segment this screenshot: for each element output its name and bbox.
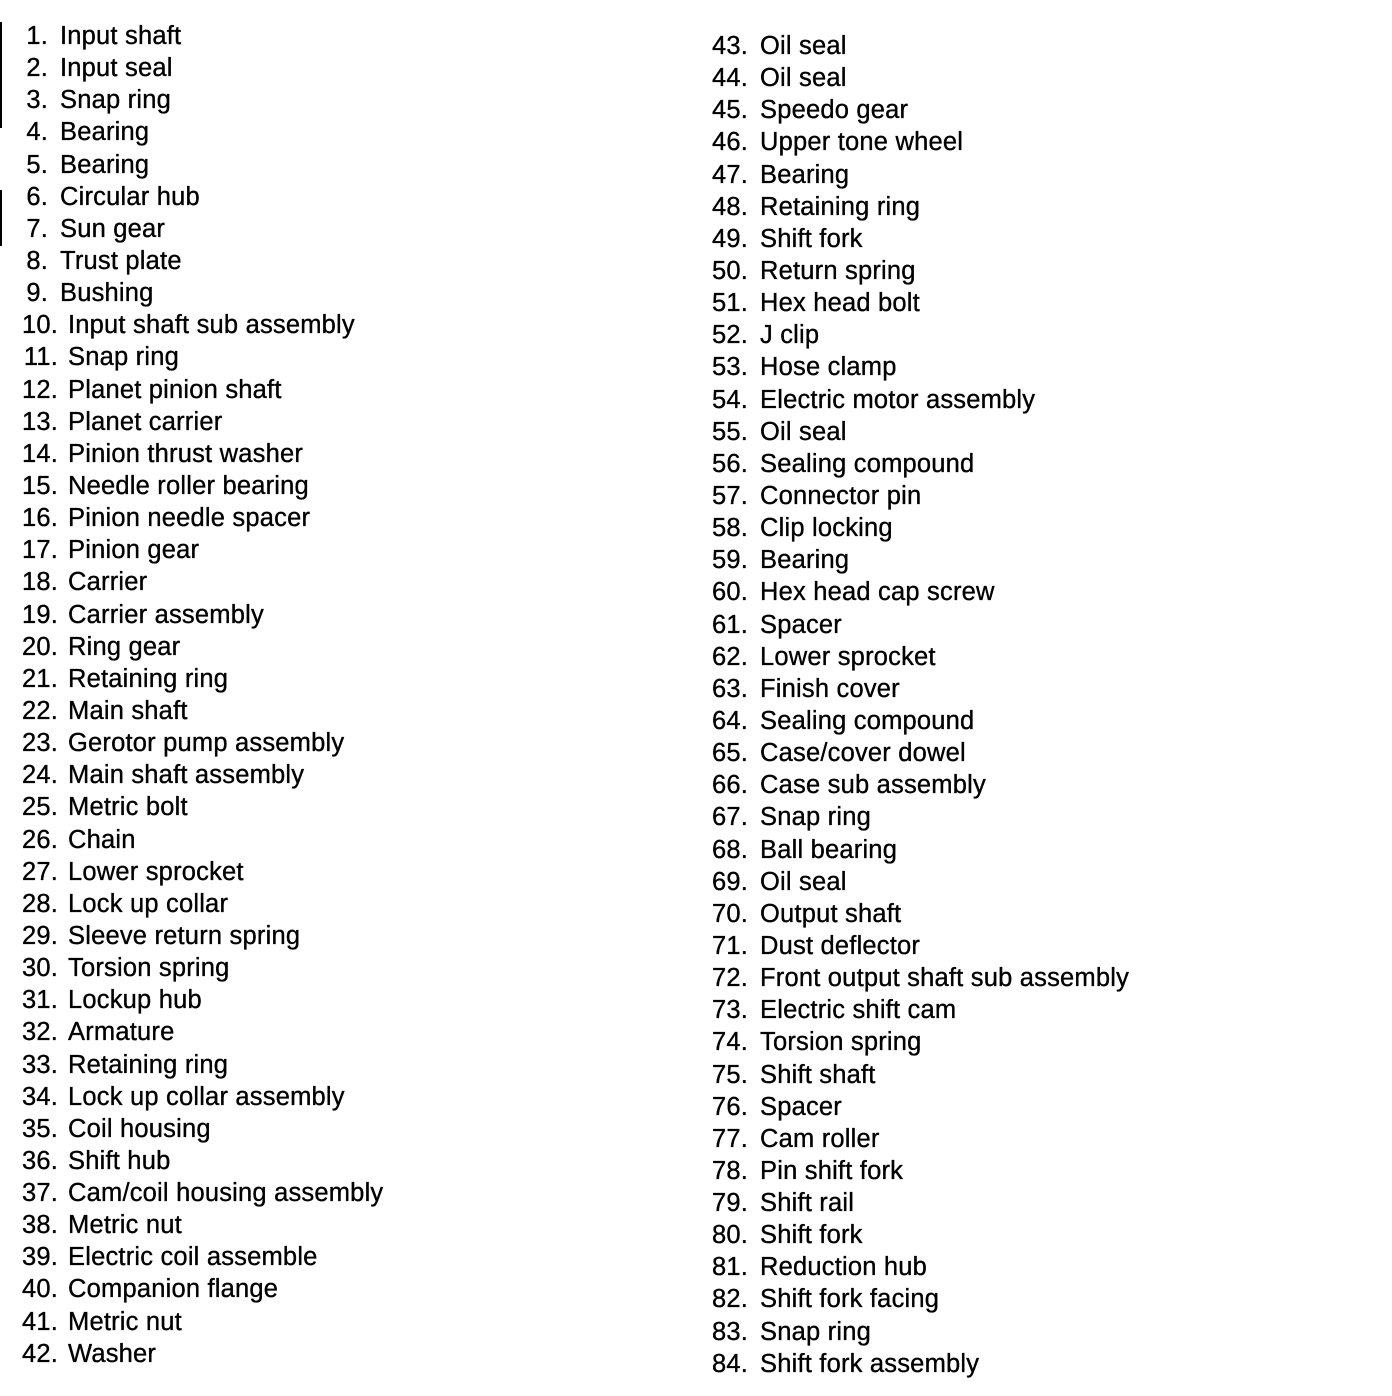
item-number: 76. <box>711 1092 748 1121</box>
item-number: 6. <box>26 182 48 211</box>
item-name: Main shaft assembly <box>68 761 305 790</box>
item-number: 5. <box>26 150 48 179</box>
item-number: 69. <box>711 867 748 896</box>
item-name: Retaining ring <box>760 192 921 221</box>
item-number: 70. <box>711 899 748 928</box>
item-number: 47. <box>711 160 748 189</box>
item-name: Planet carrier <box>68 407 223 436</box>
item-name: Washer <box>68 1339 157 1368</box>
list-item <box>704 255 1129 287</box>
list-item <box>704 1059 1129 1091</box>
item-number: 26. <box>21 825 58 854</box>
item-name: Front output shaft sub assembly <box>760 964 1130 993</box>
list-item <box>704 1026 1129 1058</box>
list-item <box>704 1251 1129 1283</box>
item-number: 66. <box>711 771 748 800</box>
item-name: Bearing <box>760 160 850 189</box>
item-name: Speedo gear <box>760 96 909 125</box>
item-name: Return spring <box>760 256 916 285</box>
list-item <box>704 930 1129 962</box>
item-number: 78. <box>711 1156 748 1185</box>
list-item <box>14 1113 383 1145</box>
item-number: 19. <box>21 600 58 629</box>
item-name: Case sub assembly <box>760 771 986 800</box>
item-number: 46. <box>711 128 748 157</box>
item-name: Lockup hub <box>68 986 202 1015</box>
item-number: 60. <box>711 578 748 607</box>
item-name: Ring gear <box>68 632 181 661</box>
list-item <box>14 406 383 438</box>
item-number: 57. <box>711 481 748 510</box>
item-number: 1. <box>26 22 48 50</box>
item-number: 28. <box>21 889 58 918</box>
item-number: 12. <box>21 375 58 404</box>
list-item <box>14 1338 383 1370</box>
list-item <box>704 898 1129 930</box>
item-number: 36. <box>21 1146 58 1175</box>
item-name: J clip <box>760 321 820 350</box>
item-number: 18. <box>21 568 58 597</box>
item-number: 39. <box>21 1243 58 1272</box>
list-item <box>704 866 1129 898</box>
item-name: Retaining ring <box>68 664 229 693</box>
list-item <box>704 609 1129 641</box>
item-name: Companion flange <box>68 1275 279 1304</box>
list-item <box>14 1081 383 1113</box>
list-item <box>14 759 383 791</box>
list-item <box>704 1155 1129 1187</box>
list-item <box>14 277 383 309</box>
item-number: 72. <box>711 964 748 993</box>
scan-edge-mark <box>0 190 2 246</box>
list-item <box>14 309 383 341</box>
list-item <box>14 1241 383 1273</box>
item-name: Connector pin <box>760 481 922 510</box>
item-number: 38. <box>21 1211 58 1240</box>
item-number: 43. <box>711 32 748 60</box>
list-item <box>704 1348 1129 1380</box>
item-number: 8. <box>26 246 48 275</box>
item-number: 77. <box>711 1124 748 1153</box>
list-item <box>14 1049 383 1081</box>
list-item <box>14 631 383 663</box>
list-item <box>704 94 1129 126</box>
list-item <box>14 245 383 277</box>
list-item <box>704 126 1129 158</box>
item-number: 63. <box>711 674 748 703</box>
item-name: Shift fork facing <box>760 1285 940 1314</box>
item-name: Gerotor pump assembly <box>68 729 345 758</box>
item-number: 51. <box>711 289 748 318</box>
item-number: 41. <box>21 1307 58 1336</box>
item-name: Finish cover <box>760 674 900 703</box>
item-number: 58. <box>711 514 748 543</box>
item-number: 67. <box>711 803 748 832</box>
item-number: 16. <box>21 504 58 533</box>
list-item <box>14 1177 383 1209</box>
item-number: 80. <box>711 1221 748 1250</box>
item-name: Circular hub <box>60 182 200 211</box>
list-item <box>14 695 383 727</box>
item-name: Pinion gear <box>68 536 200 565</box>
item-number: 53. <box>711 353 748 382</box>
item-number: 59. <box>711 546 748 575</box>
list-item <box>704 1283 1129 1315</box>
item-name: Needle roller bearing <box>68 471 309 500</box>
item-name: Trust plate <box>60 246 182 275</box>
list-item <box>14 984 383 1016</box>
list-item <box>704 30 1129 62</box>
item-number: 29. <box>21 921 58 950</box>
list-item <box>704 287 1129 319</box>
item-number: 62. <box>711 642 748 671</box>
item-name: Snap ring <box>68 343 179 372</box>
list-item <box>14 791 383 823</box>
item-name: Shift shaft <box>760 1060 876 1089</box>
item-name: Snap ring <box>760 1317 871 1346</box>
item-name: Electric motor assembly <box>760 385 1036 414</box>
item-name: Planet pinion shaft <box>68 375 282 404</box>
item-name: Hex head cap screw <box>760 578 995 607</box>
item-number: 71. <box>711 931 748 960</box>
item-name: Hose clamp <box>760 353 897 382</box>
item-name: Shift fork <box>760 1221 863 1250</box>
list-item <box>704 994 1129 1026</box>
item-number: 17. <box>21 536 58 565</box>
item-name: Coil housing <box>68 1114 211 1143</box>
list-item <box>704 544 1129 576</box>
item-name: Reduction hub <box>760 1253 928 1282</box>
item-name: Lock up collar <box>68 889 229 918</box>
item-name: Cam/coil housing assembly <box>68 1179 384 1208</box>
item-name: Hex head bolt <box>760 289 920 318</box>
list-item <box>704 1316 1129 1348</box>
list-item <box>704 512 1129 544</box>
item-name: Shift hub <box>68 1146 171 1175</box>
item-name: Upper tone wheel <box>760 128 964 157</box>
item-number: 33. <box>21 1050 58 1079</box>
list-item <box>704 962 1129 994</box>
item-number: 52. <box>711 321 748 350</box>
list-item <box>14 1306 383 1338</box>
item-number: 42. <box>21 1339 58 1368</box>
item-number: 56. <box>711 449 748 478</box>
item-name: Oil seal <box>760 64 847 93</box>
list-item <box>704 384 1129 416</box>
item-name: Case/cover dowel <box>760 739 966 768</box>
item-name: Clip locking <box>760 514 893 543</box>
list-item <box>14 470 383 502</box>
item-name: Oil seal <box>760 867 847 896</box>
item-name: Bearing <box>760 546 850 575</box>
list-item <box>704 480 1129 512</box>
item-number: 73. <box>711 996 748 1025</box>
item-number: 32. <box>21 1018 58 1047</box>
item-name: Lower sprocket <box>760 642 936 671</box>
item-number: 65. <box>711 739 748 768</box>
item-name: Dust deflector <box>760 931 921 960</box>
parts-list-left-column <box>14 20 383 1370</box>
list-item <box>704 223 1129 255</box>
item-name: Input shaft sub assembly <box>68 311 355 340</box>
item-number: 64. <box>711 706 748 735</box>
item-number: 54. <box>711 385 748 414</box>
parts-list-right-column <box>704 30 1129 1380</box>
item-name: Oil seal <box>760 32 847 60</box>
item-name: Ball bearing <box>760 835 898 864</box>
list-item <box>14 534 383 566</box>
item-number: 9. <box>26 279 48 308</box>
item-name: Bearing <box>60 150 150 179</box>
item-number: 37. <box>21 1179 58 1208</box>
item-name: Shift fork assembly <box>760 1349 980 1378</box>
item-number: 25. <box>21 793 58 822</box>
item-name: Spacer <box>760 1092 842 1121</box>
item-number: 10. <box>21 311 58 340</box>
item-number: 4. <box>26 118 48 147</box>
item-name: Lower sprocket <box>68 857 244 886</box>
item-number: 30. <box>21 954 58 983</box>
list-item <box>14 84 383 116</box>
item-name: Input shaft <box>60 22 182 50</box>
list-item <box>704 159 1129 191</box>
list-item <box>14 341 383 373</box>
item-name: Metric bolt <box>68 793 188 822</box>
item-number: 45. <box>711 96 748 125</box>
list-item <box>14 181 383 213</box>
item-name: Metric nut <box>68 1307 182 1336</box>
list-item <box>14 599 383 631</box>
item-number: 20. <box>21 632 58 661</box>
item-name: Electric shift cam <box>760 996 957 1025</box>
list-item <box>704 705 1129 737</box>
item-number: 27. <box>21 857 58 886</box>
item-number: 7. <box>26 214 48 243</box>
list-item <box>14 374 383 406</box>
list-item <box>14 502 383 534</box>
item-number: 79. <box>711 1189 748 1218</box>
list-item <box>704 351 1129 383</box>
item-name: Shift rail <box>760 1189 855 1218</box>
item-name: Shift fork <box>760 224 863 253</box>
item-name: Carrier <box>68 568 148 597</box>
list-item <box>14 824 383 856</box>
item-number: 23. <box>21 729 58 758</box>
item-number: 31. <box>21 986 58 1015</box>
list-item <box>14 1273 383 1305</box>
item-name: Bearing <box>60 118 150 147</box>
list-item <box>14 213 383 245</box>
item-number: 3. <box>26 86 48 115</box>
item-name: Sleeve return spring <box>68 921 301 950</box>
list-item <box>704 1091 1129 1123</box>
list-item <box>704 1219 1129 1251</box>
list-item <box>14 920 383 952</box>
item-number: 13. <box>21 407 58 436</box>
item-name: Cam roller <box>760 1124 880 1153</box>
item-name: Main shaft <box>68 696 188 725</box>
item-number: 61. <box>711 610 748 639</box>
item-name: Pinion needle spacer <box>68 504 311 533</box>
list-item <box>704 576 1129 608</box>
item-number: 24. <box>21 761 58 790</box>
item-number: 44. <box>711 64 748 93</box>
item-number: 68. <box>711 835 748 864</box>
list-item <box>704 737 1129 769</box>
item-number: 21. <box>21 664 58 693</box>
list-item <box>14 438 383 470</box>
item-number: 15. <box>21 471 58 500</box>
item-name: Chain <box>68 825 136 854</box>
item-name: Retaining ring <box>68 1050 229 1079</box>
list-item <box>14 20 383 52</box>
list-item <box>14 1016 383 1048</box>
list-item <box>704 416 1129 448</box>
item-name: Snap ring <box>760 803 871 832</box>
item-number: 40. <box>21 1275 58 1304</box>
item-name: Metric nut <box>68 1211 182 1240</box>
list-item <box>14 566 383 598</box>
item-name: Electric coil assemble <box>68 1243 318 1272</box>
item-number: 35. <box>21 1114 58 1143</box>
item-name: Bushing <box>60 279 154 308</box>
item-name: Pinion thrust washer <box>68 439 304 468</box>
item-number: 50. <box>711 256 748 285</box>
item-number: 82. <box>711 1285 748 1314</box>
list-item <box>704 769 1129 801</box>
list-item <box>704 673 1129 705</box>
list-item <box>14 1145 383 1177</box>
item-name: Oil seal <box>760 417 847 446</box>
list-item <box>14 52 383 84</box>
item-name: Armature <box>68 1018 175 1047</box>
item-name: Pin shift fork <box>760 1156 904 1185</box>
item-number: 75. <box>711 1060 748 1089</box>
list-item <box>14 856 383 888</box>
item-name: Output shaft <box>760 899 902 928</box>
item-name: Sealing compound <box>760 449 975 478</box>
item-name: Lock up collar assembly <box>68 1082 345 1111</box>
item-number: 74. <box>711 1028 748 1057</box>
list-item <box>704 1187 1129 1219</box>
item-number: 81. <box>711 1253 748 1282</box>
list-item <box>704 1123 1129 1155</box>
item-name: Torsion spring <box>68 954 230 983</box>
list-item <box>14 727 383 759</box>
item-number: 83. <box>711 1317 748 1346</box>
scan-edge-mark <box>0 22 2 128</box>
item-number: 48. <box>711 192 748 221</box>
item-name: Spacer <box>760 610 842 639</box>
list-item <box>704 191 1129 223</box>
item-name: Torsion spring <box>760 1028 922 1057</box>
item-number: 2. <box>26 54 48 83</box>
item-name: Input seal <box>60 54 173 83</box>
item-number: 34. <box>21 1082 58 1111</box>
list-item <box>14 1209 383 1241</box>
list-item <box>704 319 1129 351</box>
list-item <box>14 663 383 695</box>
item-number: 22. <box>21 696 58 725</box>
item-number: 84. <box>711 1349 748 1378</box>
item-name: Carrier assembly <box>68 600 264 629</box>
list-item <box>704 834 1129 866</box>
item-number: 14. <box>21 439 58 468</box>
list-item <box>704 448 1129 480</box>
item-number: 11. <box>23 343 58 372</box>
list-item <box>704 62 1129 94</box>
list-item <box>14 888 383 920</box>
list-item <box>14 149 383 181</box>
list-item <box>704 641 1129 673</box>
item-name: Sealing compound <box>760 706 975 735</box>
list-item <box>14 952 383 984</box>
item-number: 55. <box>711 417 748 446</box>
list-item <box>704 801 1129 833</box>
item-number: 49. <box>711 224 748 253</box>
item-name: Sun gear <box>60 214 166 243</box>
item-name: Snap ring <box>60 86 171 115</box>
list-item <box>14 116 383 148</box>
